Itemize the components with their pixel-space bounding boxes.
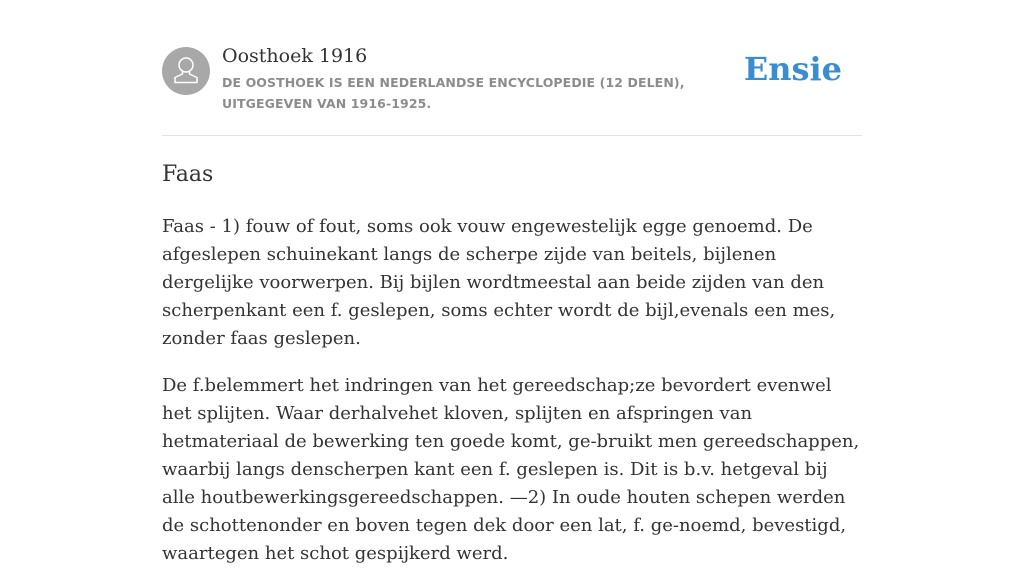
avatar[interactable]	[162, 47, 210, 95]
source-header	[162, 0, 862, 136]
article-title: Faas	[162, 162, 214, 187]
source-description: DE OOSTHOEK IS EEN NEDERLANDSE ENCYCLOPEDIE (12 DELEN), UITGEGEVEN VAN 1916-1925.	[222, 75, 685, 111]
user-silhouette-icon	[162, 47, 210, 95]
ensie-logo[interactable]: Ensie	[743, 50, 842, 88]
article-paragraph-2: De f.belemmert het indringen van het gereedschap;ze bevordert evenwel het splijten. Waar derhalvehet kloven, splijten en afspringen van hetmateriaal de bewerking ten goede komt, ge-bruikt men gereedschappen, waarbij langs denscherpen kant een f. geslepen is. Dit is b.v. hetgeval bij alle houtbewerkingsgereedschappen. —2) In oude houten schepen werden de schottenonder en boven tegen dek door een lat, f. ge-noemd, bevestigd, waartegen het schot gespijkerd werd.	[162, 375, 860, 564]
article-paragraph-1: Faas - 1) fouw of fout, soms ook vouw engewestelijk egge genoemd. De afgeslepen schuinekant langs de scherpe zijde van beitels, bijlenen dergelijke voorwerpen. Bij bijlen wordtmeestal aan beide zijden van den scherpenkant een f. geslepen, soms echter wordt de bijl,evenals een mes, zonder faas geslepen.	[162, 216, 836, 349]
source-title[interactable]: Oosthoek 1916	[222, 45, 368, 67]
content-container	[162, 0, 862, 568]
